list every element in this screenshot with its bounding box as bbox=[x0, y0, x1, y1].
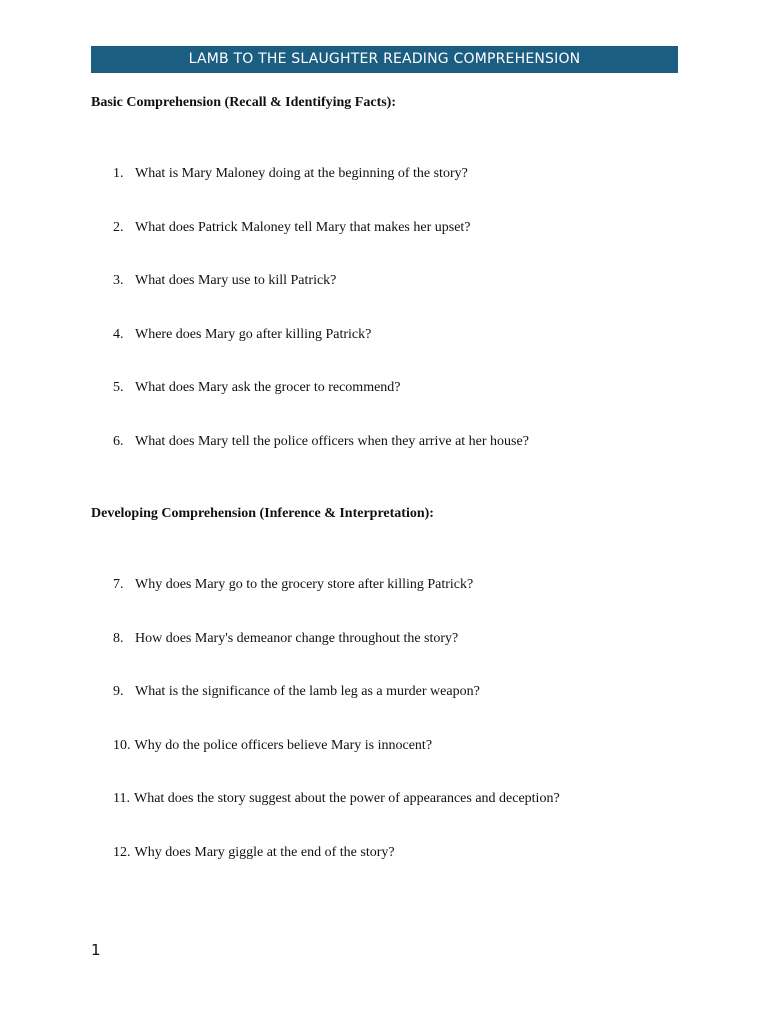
question-text: Why do the police officers believe Mary is innocent? bbox=[134, 738, 433, 753]
question-text: Where does Mary go after killing Patrick? bbox=[135, 327, 372, 342]
question-number: 8. bbox=[113, 631, 124, 646]
question-text: What does Mary ask the grocer to recommend? bbox=[135, 380, 401, 395]
question-text: Why does Mary go to the grocery store after killing Patrick? bbox=[135, 577, 474, 592]
question-item bbox=[113, 737, 432, 755]
question-item bbox=[113, 630, 458, 648]
question-number: 5. bbox=[113, 380, 124, 395]
question-item bbox=[113, 219, 471, 237]
section-heading-basic: Basic Comprehension (Recall & Identifying Facts): bbox=[91, 95, 396, 110]
question-number: 9. bbox=[113, 684, 124, 699]
question-number: 6. bbox=[113, 434, 124, 449]
question-number: 1. bbox=[113, 166, 124, 181]
question-text: What is Mary Maloney doing at the beginning of the story? bbox=[135, 166, 468, 181]
question-item bbox=[113, 165, 468, 183]
question-item bbox=[113, 272, 336, 290]
question-item bbox=[113, 844, 395, 862]
question-number: 3. bbox=[113, 273, 124, 288]
question-item bbox=[113, 576, 473, 594]
question-number: 4. bbox=[113, 327, 124, 342]
question-text: What does the story suggest about the power of appearances and deception? bbox=[133, 791, 560, 806]
question-item bbox=[113, 326, 371, 344]
question-text: How does Mary's demeanor change throughout the story? bbox=[135, 631, 459, 646]
question-item bbox=[113, 379, 401, 397]
question-item bbox=[113, 683, 480, 701]
question-number: 2. bbox=[113, 220, 124, 235]
question-number: 12. bbox=[113, 845, 131, 860]
page-number: 1 bbox=[91, 941, 101, 959]
document-title: LAMB TO THE SLAUGHTER READING COMPREHENSION bbox=[91, 46, 678, 73]
question-text: What does Patrick Maloney tell Mary that makes her upset? bbox=[135, 220, 471, 235]
question-text: What does Mary use to kill Patrick? bbox=[135, 273, 337, 288]
question-number: 11. bbox=[113, 791, 130, 806]
question-text: What is the significance of the lamb leg as a murder weapon? bbox=[135, 684, 480, 699]
question-text: What does Mary tell the police officers when they arrive at her house? bbox=[135, 434, 529, 449]
question-item bbox=[113, 433, 529, 451]
section-heading-developing: Developing Comprehension (Inference & Interpretation): bbox=[91, 506, 434, 521]
question-item bbox=[113, 790, 560, 808]
question-text: Why does Mary giggle at the end of the story? bbox=[134, 845, 395, 860]
question-number: 10. bbox=[113, 738, 131, 753]
question-number: 7. bbox=[113, 577, 124, 592]
